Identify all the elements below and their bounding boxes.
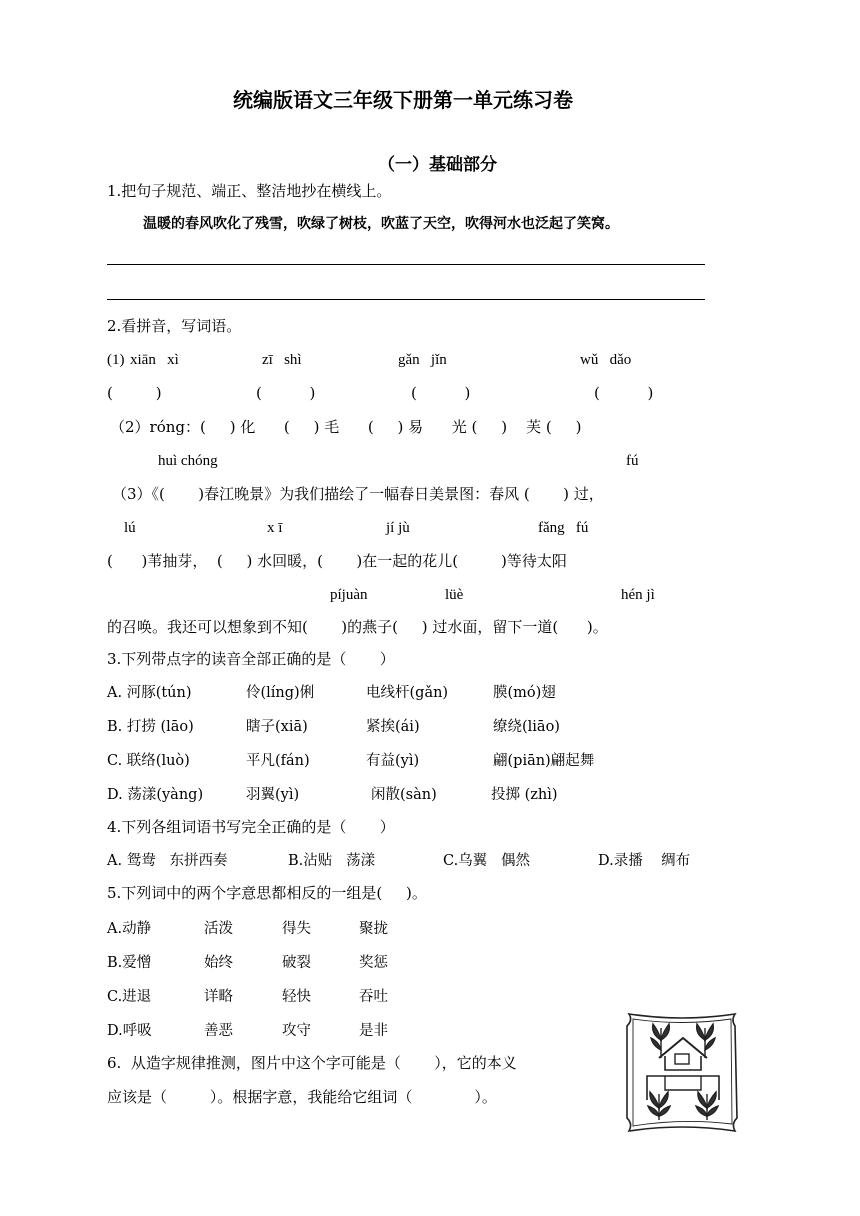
q3-option-c-2: 平凡(fán): [246, 753, 310, 769]
q2-row1-blank-1[interactable]: ( ): [107, 384, 162, 402]
q2-row5-text: 的召唤。我还可以想象到不知( )的燕子( ) 过水面，留下一道( )。: [107, 618, 608, 636]
q5-prompt: 5.下列词中的两个字意思都相反的一组是( )。: [107, 884, 427, 902]
q5-option-d-1[interactable]: D.呼吸: [107, 1023, 152, 1039]
q1-sentence: 温暖的春风吹化了残雪，吹绿了树枝，吹蓝了天空，吹得河水也泛起了笑窝。: [143, 216, 619, 232]
q2-row4-pinyin-2: x ī: [267, 520, 283, 536]
q5-option-d-4: 是非: [359, 1023, 388, 1039]
section-heading: （一）基础部分: [378, 155, 497, 175]
q3-option-b-3: 紧挨(ái): [366, 719, 420, 735]
q2-row1-blank-4[interactable]: ( ): [594, 384, 654, 402]
q3-option-b-4: 缭绕(liāo): [493, 719, 560, 735]
q5-option-c-1[interactable]: C.进退: [107, 989, 152, 1005]
q5-option-b-2: 始终: [204, 955, 233, 971]
q4-option-d[interactable]: D.录播 绸布: [598, 853, 691, 869]
q2-row1-pinyin-2: zī shì: [262, 352, 302, 368]
q2-row4-pinyin-1: lú: [124, 520, 136, 536]
q2-row5-pinyin-1: píjuàn: [330, 587, 368, 603]
page-title: 统编版语文三年级下册第一单元练习卷: [233, 88, 573, 112]
writing-line-2[interactable]: [107, 299, 705, 300]
q4-option-c[interactable]: C.乌翼 偶然: [443, 853, 531, 869]
q3-prompt: 3.下列带点字的读音全部正确的是（ ）: [107, 650, 395, 668]
q3-option-a-2: 伶(líng)俐: [246, 685, 315, 701]
q2-row1-label: (1): [107, 352, 125, 368]
q4-prompt: 4.下列各组词语书写完全正确的是（ ）: [107, 818, 395, 836]
ancient-character-picture: [617, 1010, 747, 1135]
q2-row1-pinyin-4: wǔ dǎo: [580, 352, 632, 368]
q5-option-a-1[interactable]: A.动静: [107, 921, 152, 937]
q4-option-a[interactable]: A. 鸳鸯 东拼西奏: [107, 853, 228, 869]
q3-option-a-3: 电线杆(gǎn): [366, 685, 449, 701]
q5-option-a-3: 得失: [282, 921, 311, 937]
q2-row2: （2）róng：( ) 化 ( ) 毛 ( ) 易 光 ( ) 芙 ( ): [110, 418, 582, 436]
q3-option-c-4: 翩(piān)翩起舞: [493, 753, 595, 769]
q6-line-1: 6. 从造字规律推测，图片中这个字可能是（ ），它的本义: [107, 1054, 517, 1072]
q5-option-a-4: 聚拢: [359, 921, 388, 937]
q2-row4-pinyin-4: fǎng fú: [538, 520, 589, 536]
q5-option-d-3: 攻守: [282, 1023, 311, 1039]
q3-option-b-1[interactable]: B. 打捞 (lāo): [107, 719, 194, 735]
q3-option-d-4: 投掷 (zhì): [491, 787, 558, 803]
q5-option-c-3: 轻快: [282, 989, 311, 1005]
q2-row3-pinyin-b: fú: [626, 453, 639, 469]
q5-option-d-2: 善恶: [204, 1023, 233, 1039]
q4-option-b[interactable]: B.沾贴 荡漾: [288, 853, 376, 869]
q2-row1-blank-2[interactable]: ( ): [256, 384, 316, 402]
q2-row4-pinyin-3: jí jù: [386, 520, 410, 536]
q2-row3-text: （3）《( )春江晚景》为我们描绘了一幅春日美景图：春风 ( ) 过，: [112, 485, 604, 503]
q3-option-c-1[interactable]: C. 联络(luò): [107, 753, 190, 769]
q3-option-d-1[interactable]: D. 荡漾(yàng): [107, 787, 204, 803]
q2-row1-pinyin-1: xiān xì: [130, 352, 179, 368]
q3-option-d-2: 羽翼(yì): [246, 787, 300, 803]
q2-row5-pinyin-3: hén jì: [621, 587, 655, 603]
q2-row4-text: ( )苇抽芽， ( ) 水回暖，( )在一起的花儿( )等待太阳: [107, 552, 567, 570]
q3-option-a-4: 膜(mó)翅: [493, 685, 556, 701]
q2-row1-blank-3[interactable]: ( ): [411, 384, 471, 402]
q2-prompt: 2.看拼音，写词语。: [107, 317, 242, 335]
q5-option-b-1[interactable]: B.爱憎: [107, 955, 152, 971]
q3-option-d-3: 闲散(sàn): [371, 787, 437, 803]
q5-option-c-4: 吞吐: [359, 989, 388, 1005]
q2-row3-pinyin-a: huì chóng: [158, 453, 218, 469]
q2-row5-pinyin-2: lüè: [445, 587, 464, 603]
q5-option-b-4: 奖惩: [359, 955, 388, 971]
q5-option-a-2: 活泼: [204, 921, 233, 937]
q1-prompt: 1.把句子规范、端正、整洁地抄在横线上。: [107, 182, 392, 200]
q3-option-b-2: 瞎子(xiā): [246, 719, 308, 735]
q3-option-a-1[interactable]: A. 河豚(tún): [107, 685, 192, 701]
q5-option-b-3: 破裂: [282, 955, 311, 971]
q3-option-c-3: 有益(yì): [366, 753, 420, 769]
q5-option-c-2: 详略: [204, 989, 233, 1005]
q2-row1-pinyin-3: gǎn jǐn: [398, 352, 447, 368]
writing-line-1[interactable]: [107, 264, 705, 265]
q6-line-2: 应该是（ ）。根据字意，我能给它组词（ ）。: [107, 1088, 497, 1106]
